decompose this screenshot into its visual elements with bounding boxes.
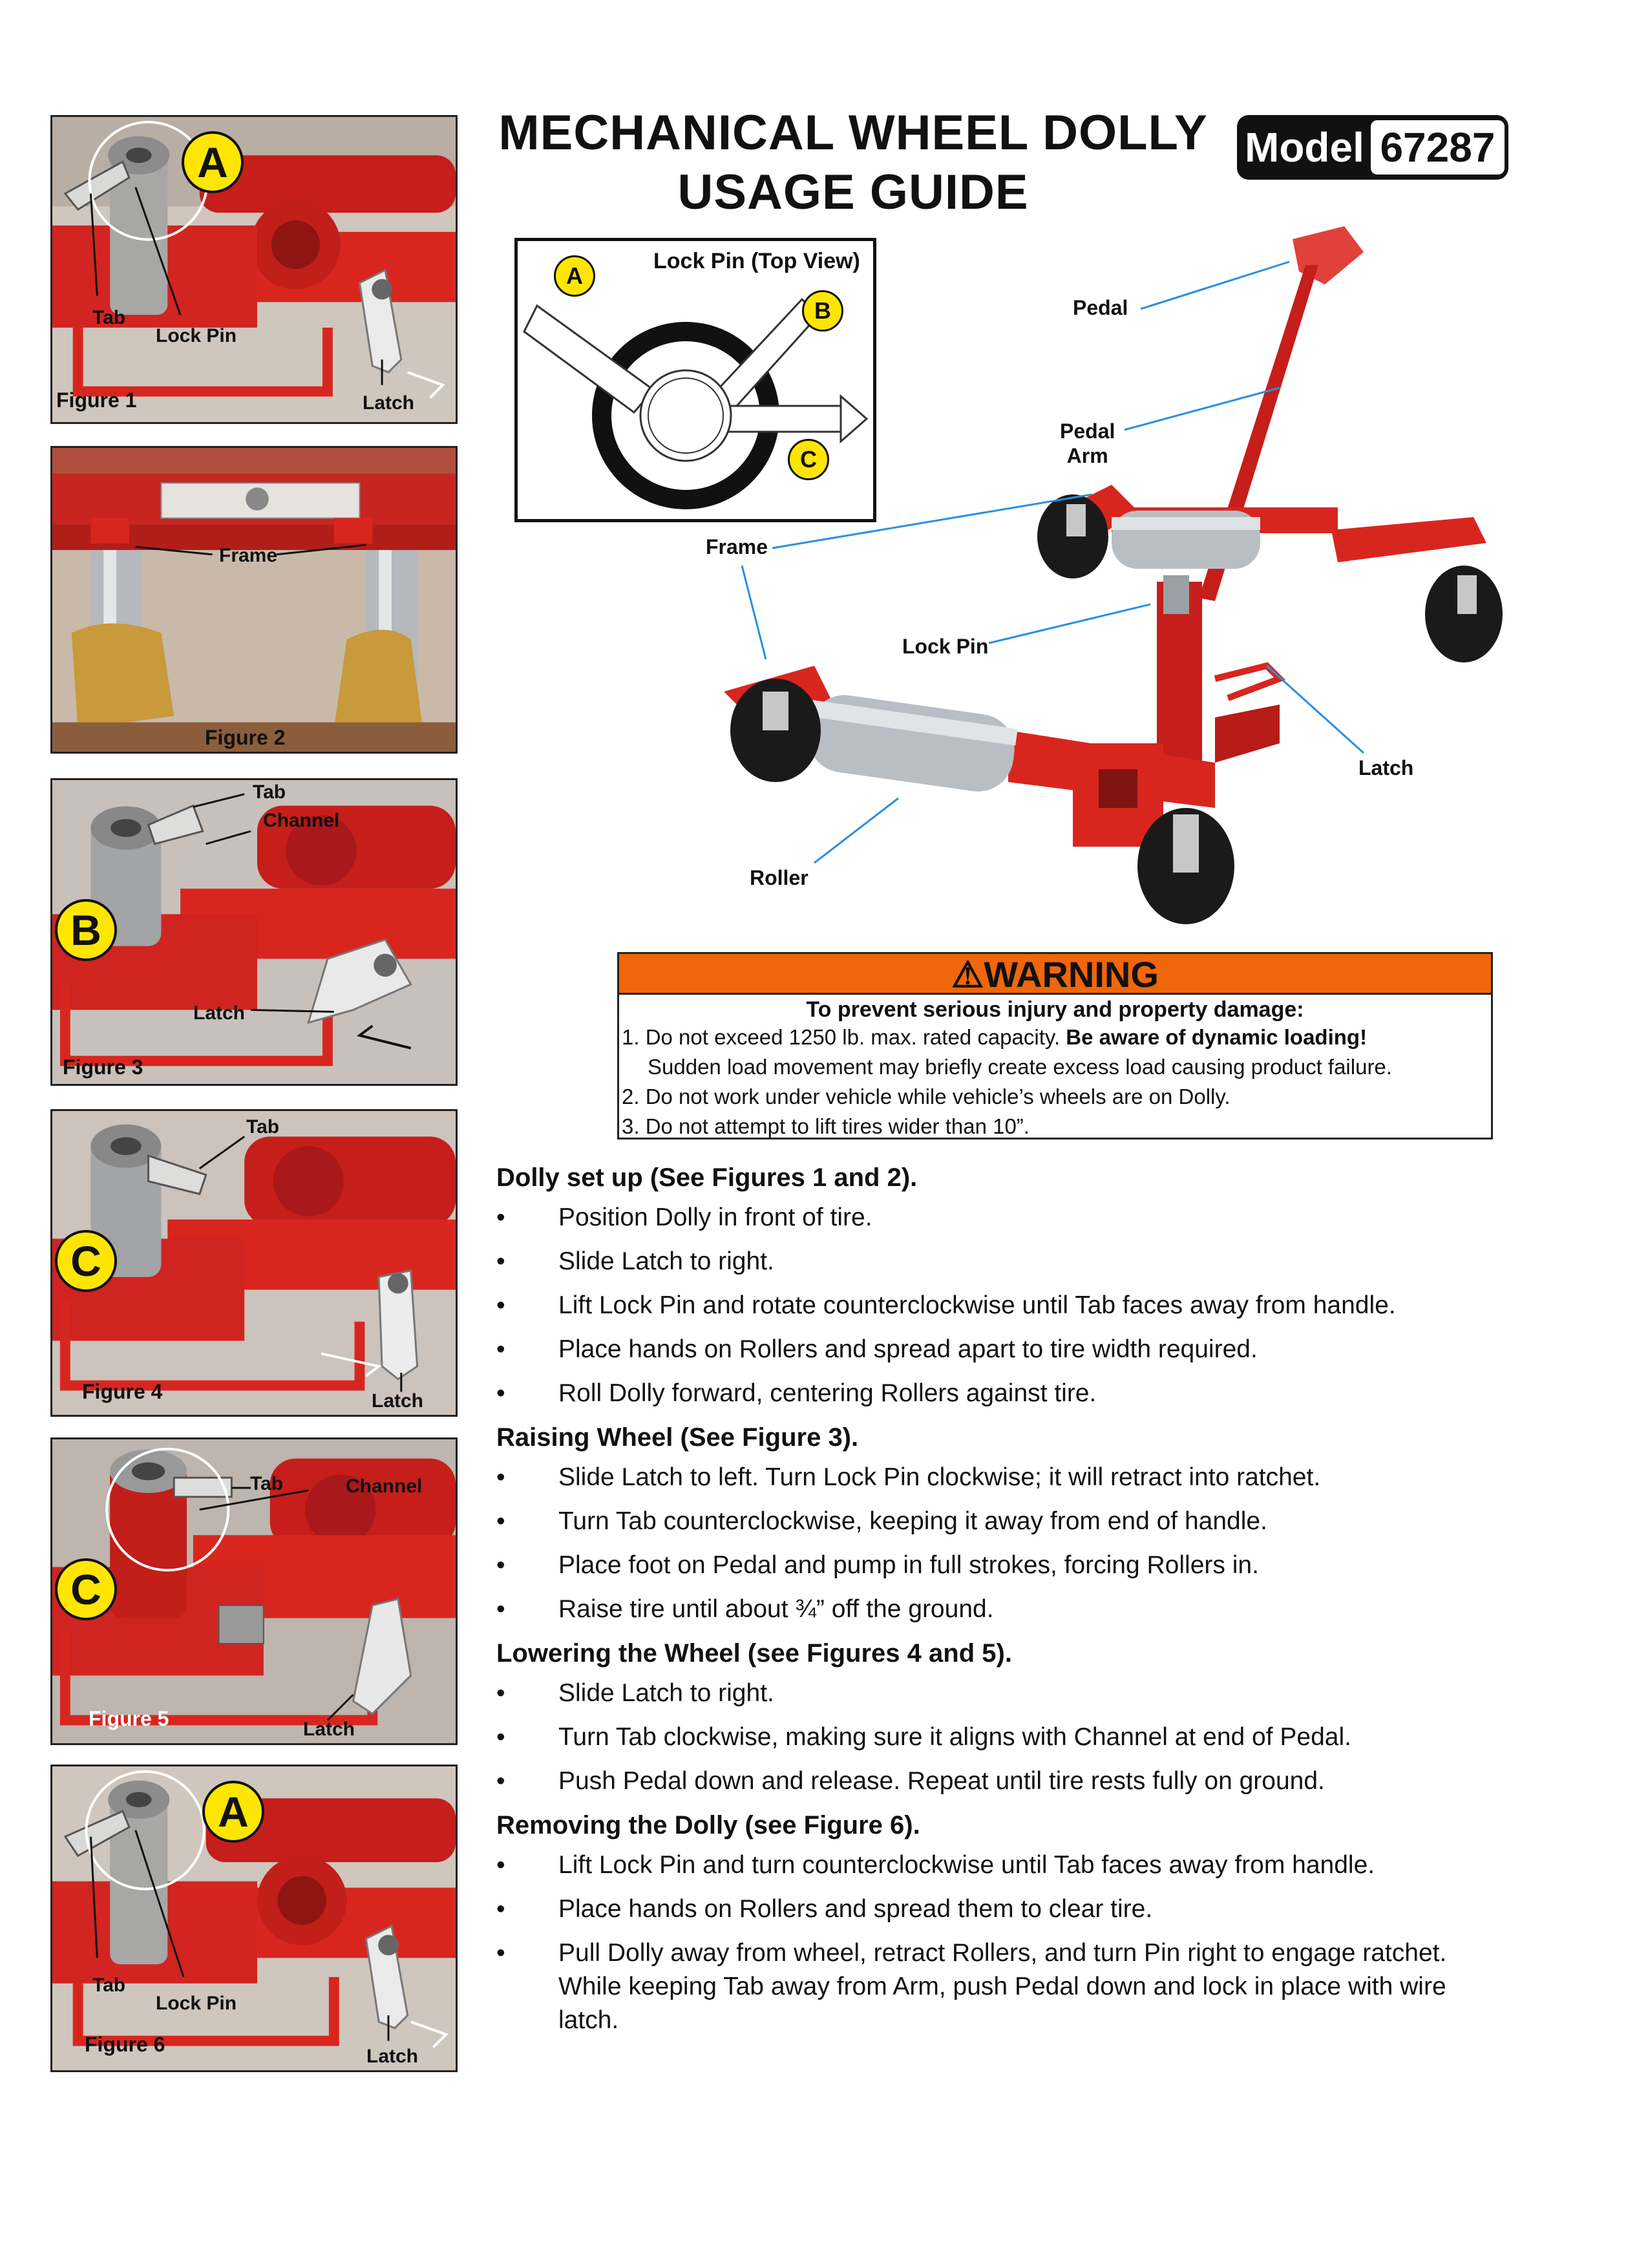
list-item: • Turn Tab counterclockwise, keeping it away from end of handle. — [496, 1507, 1267, 1535]
callout-tab: Tab — [250, 1473, 284, 1494]
model-badge — [1237, 115, 1508, 180]
list-item: • Turn Tab clockwise, making sure it aligns with Channel at end of Pedal. — [496, 1723, 1351, 1751]
callout-latch: Latch — [303, 1719, 355, 1740]
figure-6-photo — [50, 1765, 458, 2072]
list-item: • Slide Latch to right. — [496, 1247, 774, 1275]
callout-tab: Tab — [253, 781, 286, 803]
figure-1-photo — [50, 115, 458, 424]
warning-header — [619, 954, 1491, 995]
figure-6-label: Figure 6 — [85, 2033, 165, 2056]
label-lock-pin: Lock Pin — [902, 635, 989, 658]
callout-tab: Tab — [92, 1975, 126, 1996]
warning-triangle-icon: ⚠ — [951, 954, 984, 995]
lockpin-badge-b: B — [802, 290, 843, 332]
title-line-1: MECHANICAL WHEEL DOLLY — [498, 105, 1208, 160]
instructions — [496, 1157, 1505, 2048]
warning-subheading: To prevent serious injury and property damage: — [806, 997, 1304, 1022]
section-title-lowering: Lowering the Wheel (see Figures 4 and 5). — [496, 1639, 1012, 1668]
callout-latch: Latch — [366, 2046, 419, 2067]
badge-c: C — [55, 1558, 117, 1620]
callout-tab: Tab — [246, 1116, 280, 1138]
lockpin-badge-c: C — [788, 439, 829, 480]
list-item: • Pull Dolly away from wheel, retract Rollers, and turn Pin right to engage ratchet. While keeping Tab away from Arm, push Pedal down and lock in place with wire latch. — [496, 1939, 1447, 2034]
list-item: • Slide Latch to right. — [496, 1679, 774, 1707]
callout-latch: Latch — [363, 392, 415, 414]
model-word: Model — [1245, 124, 1364, 171]
list-item: • Place foot on Pedal and pump in full strokes, forcing Rollers in. — [496, 1551, 1259, 1579]
label-latch: Latch — [1358, 756, 1414, 779]
callout-latch: Latch — [372, 1390, 424, 1412]
list-item: • Slide Latch to left. Turn Lock Pin clockwise; it will retract into ratchet. — [496, 1463, 1321, 1491]
figure-2-label: Figure 2 — [205, 726, 286, 749]
list-item: • Raise tire until about ¾” off the ground. — [496, 1595, 994, 1623]
model-number: 67287 — [1371, 120, 1505, 175]
section-title-setup: Dolly set up (See Figures 1 and 2). — [496, 1163, 918, 1192]
callout-lock-pin: Lock Pin — [156, 1993, 237, 2014]
section-title-removing: Removing the Dolly (see Figure 6). — [496, 1811, 920, 1839]
callout-channel: Channel — [346, 1476, 423, 1497]
callout-lock-pin: Lock Pin — [156, 325, 237, 346]
dolly-diagram — [646, 213, 1551, 944]
warning-item-3: 3. Do not attempt to lift tires wider than 10”. — [622, 1114, 1030, 1138]
callout-latch: Latch — [193, 1002, 246, 1024]
list-item: • Position Dolly in front of tire. — [496, 1203, 872, 1231]
figure-4-label: Figure 4 — [82, 1380, 163, 1403]
list-item: • Lift Lock Pin and turn counterclockwise until Tab faces away from handle. — [496, 1851, 1375, 1879]
label-pedal-arm — [1060, 419, 1115, 468]
callout-frame: Frame — [219, 545, 278, 566]
label-roller: Roller — [750, 866, 808, 889]
badge-a: A — [202, 1781, 264, 1843]
figure-5-photo — [50, 1437, 458, 1745]
badge-a: A — [182, 131, 244, 193]
warning-box — [617, 952, 1493, 1139]
label-pedal-arm-line-1: Pedal — [1060, 419, 1115, 443]
label-pedal-arm-line-2: Arm — [1066, 444, 1108, 467]
label-pedal: Pedal — [1073, 296, 1128, 319]
figure-3-label: Figure 3 — [63, 1055, 143, 1079]
section-title-raising: Raising Wheel (See Figure 3). — [496, 1423, 859, 1452]
list-item: • Place hands on Rollers and spread them to clear tire. — [496, 1895, 1153, 1923]
label-frame: Frame — [706, 535, 768, 558]
warning-item-2: 2. Do not work under vehicle while vehicle’s wheels are on Dolly. — [622, 1085, 1231, 1108]
page-title — [491, 103, 1215, 222]
warning-item-1-continued: Sudden load movement may briefly create excess load causing product failure. — [648, 1055, 1392, 1079]
lock-pin-title: Lock Pin (Top View) — [653, 249, 860, 273]
callout-tab: Tab — [92, 307, 126, 328]
list-item: • Lift Lock Pin and rotate counterclockwise until Tab faces away from handle. — [496, 1291, 1396, 1319]
figure-3-photo — [50, 778, 458, 1086]
badge-c: C — [55, 1230, 117, 1292]
title-line-2: USAGE GUIDE — [677, 165, 1029, 220]
badge-b: B — [55, 899, 117, 961]
list-item: • Roll Dolly forward, centering Rollers against tire. — [496, 1379, 1097, 1407]
warning-item-1 — [619, 1023, 1491, 1052]
list-item: • Place hands on Rollers and spread apart to tire width required. — [496, 1335, 1258, 1363]
lockpin-badge-a: A — [554, 255, 595, 297]
warning-item-1-bold: Be aware of dynamic loading! — [1066, 1025, 1368, 1049]
figure-5-label: Figure 5 — [89, 1707, 169, 1730]
figure-4-photo — [50, 1109, 458, 1417]
warning-heading: WARNING — [984, 954, 1159, 995]
figure-2-photo — [50, 446, 458, 754]
callout-channel: Channel — [263, 810, 340, 831]
figure-1-label: Figure 1 — [56, 388, 137, 412]
warning-item-1-text: 1. Do not exceed 1250 lb. max. rated capacity. — [622, 1025, 1066, 1049]
list-item: • Push Pedal down and release. Repeat until tire rests fully on ground. — [496, 1767, 1325, 1795]
